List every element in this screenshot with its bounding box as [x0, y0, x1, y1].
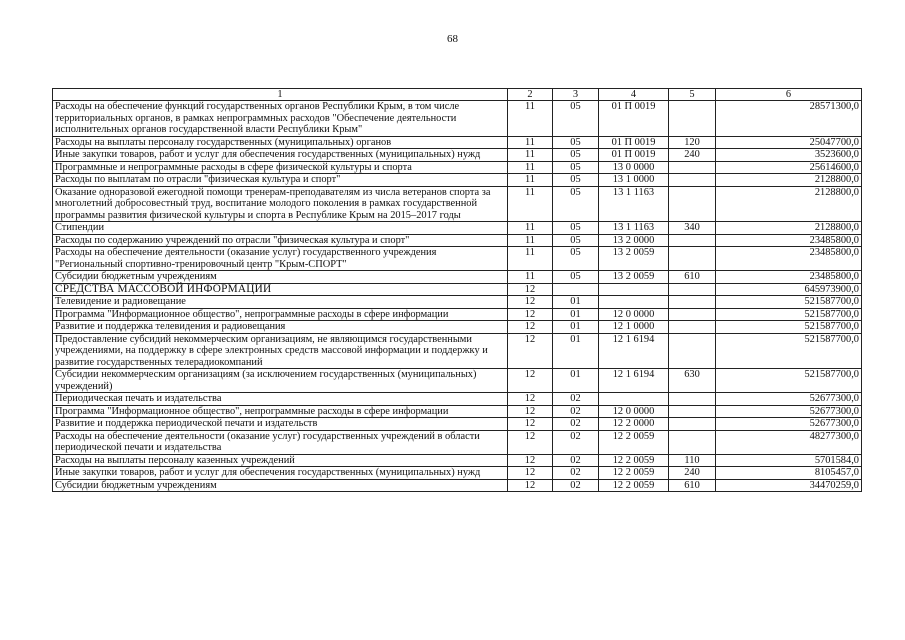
- cell-sum: 2128800,0: [716, 222, 862, 235]
- cell-section: 12: [508, 308, 553, 321]
- cell-section: 12: [508, 430, 553, 454]
- cell-name: Субсидии некоммерческим организациям (за исключением государственных (муниципальных) учреждений): [53, 369, 508, 393]
- cell-name: Телевидение и радиовещание: [53, 296, 508, 309]
- cell-expense-type: [669, 393, 716, 406]
- cell-target-article: 13 2 0000: [599, 234, 669, 247]
- cell-subsection: 05: [553, 101, 599, 137]
- cell-sum: 48277300,0: [716, 430, 862, 454]
- cell-subsection: 02: [553, 393, 599, 406]
- cell-expense-type: 110: [669, 454, 716, 467]
- table-row: [53, 247, 862, 271]
- cell-sum: 52677300,0: [716, 405, 862, 418]
- cell-sum: 23485800,0: [716, 271, 862, 284]
- cell-sum: 23485800,0: [716, 234, 862, 247]
- cell-sum: 521587700,0: [716, 321, 862, 334]
- cell-name: Расходы на обеспечение деятельности (оказание услуг) государственного учреждения "Региональный спортивно-тренировочный центр "Крым-СПОРТ": [53, 247, 508, 271]
- cell-subsection: 01: [553, 333, 599, 369]
- cell-name: Иные закупки товаров, работ и услуг для обеспечения государственных (муниципальных) нужд: [53, 467, 508, 480]
- table-row: [53, 186, 862, 222]
- cell-expense-type: [669, 321, 716, 334]
- cell-name: Развитие и поддержка телевидения и радиовещания: [53, 321, 508, 334]
- cell-target-article: [599, 296, 669, 309]
- cell-target-article: 13 1 0000: [599, 174, 669, 187]
- cell-expense-type: 610: [669, 479, 716, 492]
- cell-sum: 3523600,0: [716, 149, 862, 162]
- cell-expense-type: [669, 308, 716, 321]
- cell-name: Оказание одноразовой ежегодной помощи тренерам-преподавателям из числа ветеранов спорта за многолетний добросовестный труд, воспитание молодого поколения в рамках государственной программы развития физической культуры и спорта в Республике Крым на 2015–2017 годы: [53, 186, 508, 222]
- cell-target-article: 12 2 0059: [599, 430, 669, 454]
- cell-target-article: 12 1 6194: [599, 333, 669, 369]
- table-row: [53, 234, 862, 247]
- cell-subsection: 02: [553, 418, 599, 431]
- cell-name: Развитие и поддержка периодической печати и издательств: [53, 418, 508, 431]
- cell-section: 11: [508, 149, 553, 162]
- header-cell-expense-type: 5: [669, 89, 716, 101]
- cell-target-article: 01 П 0019: [599, 101, 669, 137]
- cell-expense-type: [669, 405, 716, 418]
- cell-section: 12: [508, 283, 553, 296]
- cell-name: СРЕДСТВА МАССОВОЙ ИНФОРМАЦИИ: [53, 283, 508, 296]
- cell-subsection: 05: [553, 271, 599, 284]
- cell-section: 11: [508, 234, 553, 247]
- header-cell-subsection: 3: [553, 89, 599, 101]
- cell-name: Предоставление субсидий некоммерческим организациям, не являющимся государственными учреждениями, на поддержку в сфере электронных средств массовой информации и поддержку и развитие государственных телерадиокомпаний: [53, 333, 508, 369]
- cell-sum: 25614600,0: [716, 161, 862, 174]
- cell-target-article: 12 0 0000: [599, 308, 669, 321]
- table-row: [53, 101, 862, 137]
- table-row: [53, 222, 862, 235]
- cell-sum: 521587700,0: [716, 308, 862, 321]
- cell-name: Субсидии бюджетным учреждениям: [53, 271, 508, 284]
- cell-subsection: 02: [553, 405, 599, 418]
- cell-target-article: 12 1 6194: [599, 369, 669, 393]
- cell-target-article: 12 2 0059: [599, 454, 669, 467]
- cell-name: Расходы на обеспечение деятельности (оказание услуг) государственных учреждений в области периодической печати и издательства: [53, 430, 508, 454]
- cell-subsection: 01: [553, 321, 599, 334]
- table-row: [53, 161, 862, 174]
- cell-subsection: 05: [553, 136, 599, 149]
- cell-expense-type: 120: [669, 136, 716, 149]
- cell-target-article: 13 0 0000: [599, 161, 669, 174]
- cell-sum: 521587700,0: [716, 369, 862, 393]
- cell-sum: 645973900,0: [716, 283, 862, 296]
- table-body: [53, 101, 862, 492]
- cell-sum: 23485800,0: [716, 247, 862, 271]
- table-row: [53, 149, 862, 162]
- cell-target-article: 13 1 1163: [599, 222, 669, 235]
- header-cell-section: 2: [508, 89, 553, 101]
- cell-name: Стипендии: [53, 222, 508, 235]
- cell-section: 12: [508, 454, 553, 467]
- cell-target-article: 13 2 0059: [599, 247, 669, 271]
- cell-section: 11: [508, 174, 553, 187]
- table-row: [53, 418, 862, 431]
- cell-expense-type: [669, 101, 716, 137]
- table-row: [53, 321, 862, 334]
- cell-subsection: 01: [553, 308, 599, 321]
- cell-sum: 25047700,0: [716, 136, 862, 149]
- page-number: 68: [447, 33, 458, 45]
- cell-section: 11: [508, 161, 553, 174]
- cell-section: 12: [508, 393, 553, 406]
- cell-name: Расходы по содержанию учреждений по отрасли "физическая культура и спорт": [53, 234, 508, 247]
- cell-expense-type: [669, 283, 716, 296]
- cell-expense-type: [669, 430, 716, 454]
- cell-name: Программные и непрограммные расходы в сфере физической культуры и спорта: [53, 161, 508, 174]
- cell-subsection: 01: [553, 296, 599, 309]
- cell-subsection: 02: [553, 467, 599, 480]
- cell-subsection: 01: [553, 369, 599, 393]
- header-cell-name: 1: [53, 89, 508, 101]
- cell-expense-type: [669, 296, 716, 309]
- cell-subsection: 05: [553, 234, 599, 247]
- cell-name: Расходы на выплаты персоналу казенных учреждений: [53, 454, 508, 467]
- cell-target-article: 01 П 0019: [599, 149, 669, 162]
- cell-expense-type: [669, 234, 716, 247]
- cell-name: Программа "Информационное общество", непрограммные расходы в сфере информации: [53, 308, 508, 321]
- table-row: [53, 479, 862, 492]
- cell-target-article: 13 2 0059: [599, 271, 669, 284]
- header-cell-sum: 6: [716, 89, 862, 101]
- table-row: [53, 369, 862, 393]
- cell-target-article: 12 2 0059: [599, 479, 669, 492]
- cell-expense-type: [669, 247, 716, 271]
- table-row: [53, 283, 862, 296]
- table-row: [53, 393, 862, 406]
- cell-target-article: 12 1 0000: [599, 321, 669, 334]
- cell-section: 11: [508, 136, 553, 149]
- cell-target-article: 12 2 0059: [599, 467, 669, 480]
- table-row: [53, 333, 862, 369]
- cell-sum: 2128800,0: [716, 174, 862, 187]
- cell-subsection: 02: [553, 454, 599, 467]
- cell-section: 11: [508, 186, 553, 222]
- cell-subsection: [553, 283, 599, 296]
- table-row: [53, 308, 862, 321]
- cell-sum: 52677300,0: [716, 393, 862, 406]
- cell-expense-type: [669, 418, 716, 431]
- table-row: [53, 467, 862, 480]
- table-row: [53, 174, 862, 187]
- cell-subsection: 05: [553, 247, 599, 271]
- budget-table: [52, 88, 862, 492]
- cell-section: 12: [508, 296, 553, 309]
- cell-section: 12: [508, 333, 553, 369]
- cell-target-article: 01 П 0019: [599, 136, 669, 149]
- cell-expense-type: 610: [669, 271, 716, 284]
- cell-expense-type: 240: [669, 149, 716, 162]
- cell-expense-type: [669, 161, 716, 174]
- cell-section: 11: [508, 101, 553, 137]
- cell-target-article: 12 0 0000: [599, 405, 669, 418]
- cell-target-article: 12 2 0000: [599, 418, 669, 431]
- table-row: [53, 405, 862, 418]
- cell-expense-type: 630: [669, 369, 716, 393]
- table-row: [53, 430, 862, 454]
- cell-expense-type: [669, 174, 716, 187]
- cell-sum: 8105457,0: [716, 467, 862, 480]
- cell-section: 12: [508, 467, 553, 480]
- cell-expense-type: 240: [669, 467, 716, 480]
- cell-expense-type: [669, 333, 716, 369]
- cell-sum: 521587700,0: [716, 333, 862, 369]
- cell-sum: 5701584,0: [716, 454, 862, 467]
- cell-subsection: 05: [553, 186, 599, 222]
- cell-sum: 34470259,0: [716, 479, 862, 492]
- cell-name: Расходы на выплаты персоналу государственных (муниципальных) органов: [53, 136, 508, 149]
- table-row: [53, 271, 862, 284]
- cell-section: 11: [508, 271, 553, 284]
- cell-section: 12: [508, 369, 553, 393]
- cell-name: Субсидии бюджетным учреждениям: [53, 479, 508, 492]
- cell-section: 12: [508, 321, 553, 334]
- cell-expense-type: [669, 186, 716, 222]
- cell-section: 12: [508, 479, 553, 492]
- table-row: [53, 454, 862, 467]
- cell-sum: 52677300,0: [716, 418, 862, 431]
- cell-name: Периодическая печать и издательства: [53, 393, 508, 406]
- cell-name: Иные закупки товаров, работ и услуг для обеспечения государственных (муниципальных) нужд: [53, 149, 508, 162]
- cell-name: Расходы по выплатам по отрасли "физическая культура и спорт": [53, 174, 508, 187]
- cell-section: 11: [508, 222, 553, 235]
- table-row: [53, 136, 862, 149]
- table-row: [53, 296, 862, 309]
- cell-subsection: 05: [553, 222, 599, 235]
- cell-section: 12: [508, 418, 553, 431]
- cell-section: 11: [508, 247, 553, 271]
- cell-expense-type: 340: [669, 222, 716, 235]
- cell-subsection: 02: [553, 479, 599, 492]
- cell-target-article: [599, 393, 669, 406]
- cell-subsection: 05: [553, 161, 599, 174]
- header-cell-target-article: 4: [599, 89, 669, 101]
- cell-subsection: 05: [553, 149, 599, 162]
- cell-target-article: [599, 283, 669, 296]
- cell-target-article: 13 1 1163: [599, 186, 669, 222]
- cell-sum: 28571300,0: [716, 101, 862, 137]
- cell-subsection: 02: [553, 430, 599, 454]
- cell-name: Расходы на обеспечение функций государственных органов Республики Крым, в том числе территориальных органов, в рамках непрограммных расходов "Обеспечение деятельности исполнительных органов государственной власти Республики Крым": [53, 101, 508, 137]
- header-row: [53, 89, 862, 101]
- cell-sum: 2128800,0: [716, 186, 862, 222]
- cell-sum: 521587700,0: [716, 296, 862, 309]
- cell-name: Программа "Информационное общество", непрограммные расходы в сфере информации: [53, 405, 508, 418]
- cell-section: 12: [508, 405, 553, 418]
- cell-subsection: 05: [553, 174, 599, 187]
